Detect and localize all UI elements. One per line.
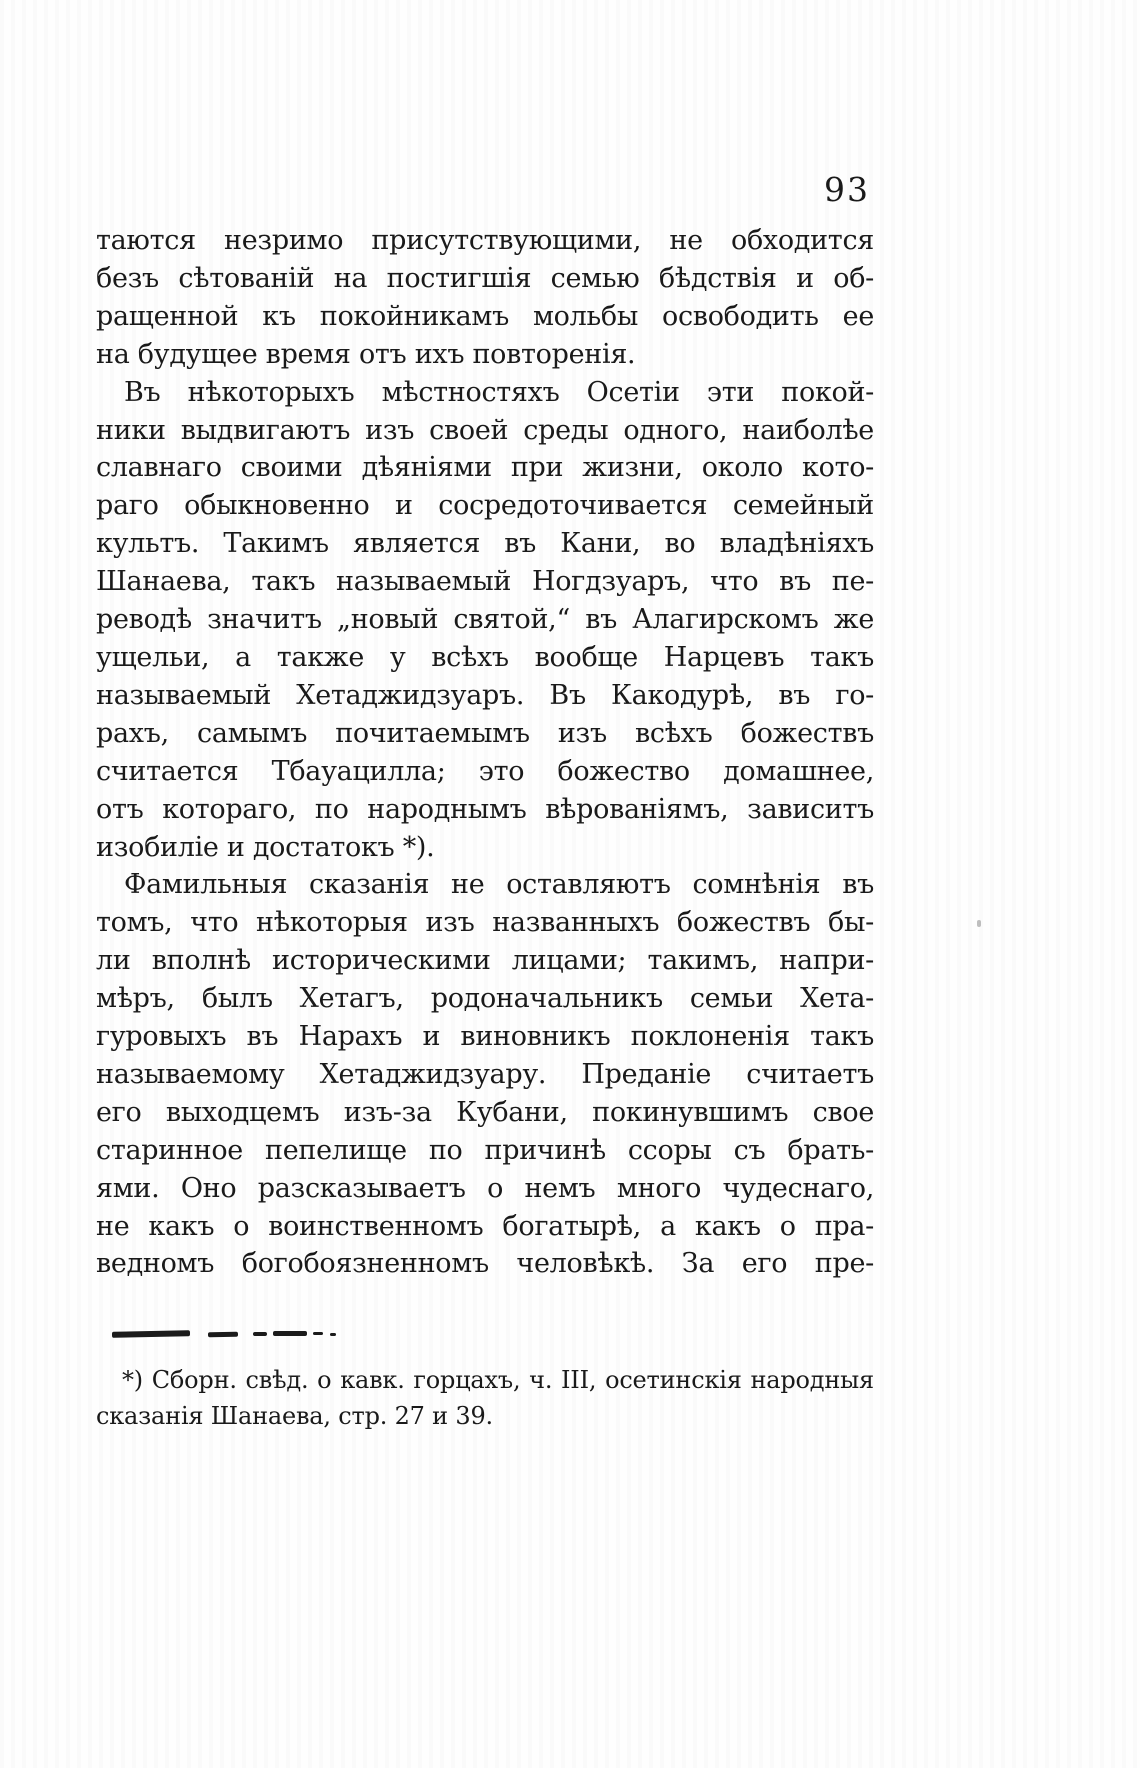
text-line: ли вполнѣ историческими лицами; такимъ, напри-: [96, 945, 874, 977]
text-line: старинное пепелище по причинѣ ссоры съ брать-: [96, 1134, 874, 1166]
text-line: Шанаева, такъ называемый Ногдзуаръ, что въ пе-: [96, 566, 874, 598]
text-line: томъ, что нѣкоторыя изъ названныхъ божествъ бы-: [96, 907, 874, 939]
text-line: славнаго своими дѣяніями при жизни, около кото-: [96, 452, 874, 484]
text-line: отъ котораго, по народнымъ вѣрованіямъ, зависитъ: [96, 793, 874, 825]
text-line: называемый Хетаджидзуаръ. Въ Какодурѣ, въ го-: [96, 679, 874, 711]
text-line: Въ нѣкоторыхъ мѣстностяхъ Осетіи эти покой-: [124, 376, 874, 408]
text-line: изобиліе и достатокъ *).: [96, 831, 435, 863]
text-line: не какъ о воинственномъ богатырѣ, а какъ о пра-: [96, 1210, 874, 1242]
separator-segment: [313, 1332, 323, 1335]
separator-segment: [112, 1330, 190, 1338]
text-line: реводѣ значитъ „новый святой,“ въ Алагирскомъ же: [96, 604, 874, 636]
page-number: 93: [824, 170, 870, 209]
text-line: гуровыхъ въ Нарахъ и виновникъ поклоненія такъ: [96, 1021, 874, 1053]
text-line: ведномъ богобоязненномъ человѣкѣ. За его пре-: [96, 1248, 874, 1280]
text-line: таются незримо присутствующими, не обходится: [96, 225, 874, 256]
text-line: *) Сборн. свѣд. о кавк. горцахъ, ч. III, осетинскія народныя: [122, 1366, 874, 1394]
text-line: раго обыкновенно и сосредоточивается семейный: [96, 490, 874, 522]
footnote: [96, 1362, 874, 1434]
text-line: ращенной къ покойникамъ мольбы освободить ее: [96, 300, 874, 332]
text-line: рахъ, самымъ почитаемымъ изъ всѣхъ божествъ: [96, 717, 874, 749]
separator-segment: [253, 1332, 267, 1336]
text-line: ями. Оно разсказываетъ о немъ много чудеснаго,: [96, 1172, 874, 1204]
text-line: считается Тбауацилла; это божество домашнее,: [96, 755, 874, 787]
separator-segment: [208, 1332, 238, 1338]
text-line: называемому Хетаджидзуару. Преданіе считаетъ: [96, 1058, 874, 1090]
separator-segment: [330, 1333, 336, 1336]
text-line: мѣръ, былъ Хетагъ, родоначальникъ семьи Хета-: [96, 983, 874, 1015]
text-line: ущельи, а также у всѣхъ вообще Нарцевъ такъ: [96, 641, 874, 673]
text-line: культъ. Такимъ является въ Кани, во владѣніяхъ: [96, 528, 874, 560]
text-line: ники выдвигаютъ изъ своей среды одного, наиболѣе: [96, 414, 874, 446]
separator-segment: [273, 1331, 307, 1336]
text-line: безъ сѣтованій на постигшія семью бѣдствія и об-: [96, 262, 874, 294]
text-line: сказанія Шанаева, стр. 27 и 39.: [96, 1402, 493, 1430]
text-line: Фамильныя сказанія не оставляютъ сомнѣнія въ: [124, 869, 874, 901]
text-line: его выходцемъ изъ-за Кубани, покинувшимъ свое: [96, 1096, 874, 1128]
scan-speck: [977, 920, 981, 927]
body-text: [96, 222, 874, 1283]
footnote-separator: [112, 1328, 342, 1342]
text-line: на будущее время отъ ихъ повторенія.: [96, 338, 636, 370]
